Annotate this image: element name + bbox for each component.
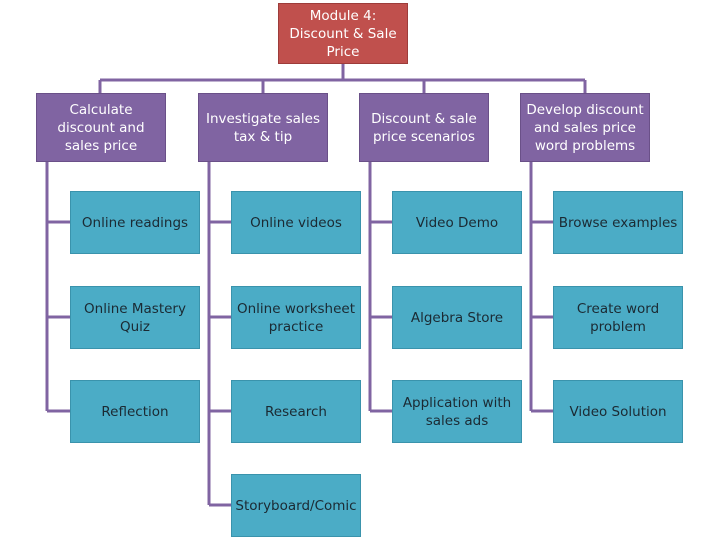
category-node-calculate — [36, 93, 166, 162]
leaf-node — [231, 286, 361, 349]
leaf-label: Video Demo — [415, 214, 499, 231]
root-node — [278, 3, 408, 64]
leaf-label: Online worksheet practice — [237, 300, 355, 335]
category-label: Calculate discount and sales price — [57, 101, 145, 154]
leaf-node — [231, 191, 361, 254]
category-label: Develop discount and sales price word problems — [526, 101, 644, 154]
leaf-node — [392, 191, 522, 254]
leaf-label: Video Solution — [569, 403, 667, 420]
leaf-node — [553, 380, 683, 443]
leaf-node — [392, 286, 522, 349]
leaf-label: Application with sales ads — [402, 394, 512, 429]
leaf-node — [231, 380, 361, 443]
leaf-label: Algebra Store — [410, 309, 504, 326]
leaf-node — [70, 191, 200, 254]
category-label: Discount & sale price scenarios — [371, 110, 477, 145]
leaf-label: Research — [265, 403, 327, 420]
leaf-node — [553, 191, 683, 254]
leaf-label: Browse examples — [558, 214, 678, 231]
leaf-label: Online readings — [81, 214, 189, 231]
leaf-node — [231, 474, 361, 537]
leaf-node — [392, 380, 522, 443]
category-node-scenarios — [359, 93, 489, 162]
category-label: Investigate sales tax & tip — [205, 110, 321, 145]
leaf-node — [70, 380, 200, 443]
leaf-label: Reflection — [101, 403, 169, 420]
leaf-label: Online videos — [250, 214, 342, 231]
leaf-label: Storyboard/Comic — [235, 497, 357, 514]
category-node-investigate — [198, 93, 328, 162]
category-node-word-problems — [520, 93, 650, 162]
leaf-label: Online Mastery Quiz — [84, 300, 186, 335]
leaf-label: Create word problem — [576, 300, 660, 335]
root-label: Module 4: Discount & Sale Price — [289, 7, 397, 60]
leaf-node — [553, 286, 683, 349]
leaf-node — [70, 286, 200, 349]
